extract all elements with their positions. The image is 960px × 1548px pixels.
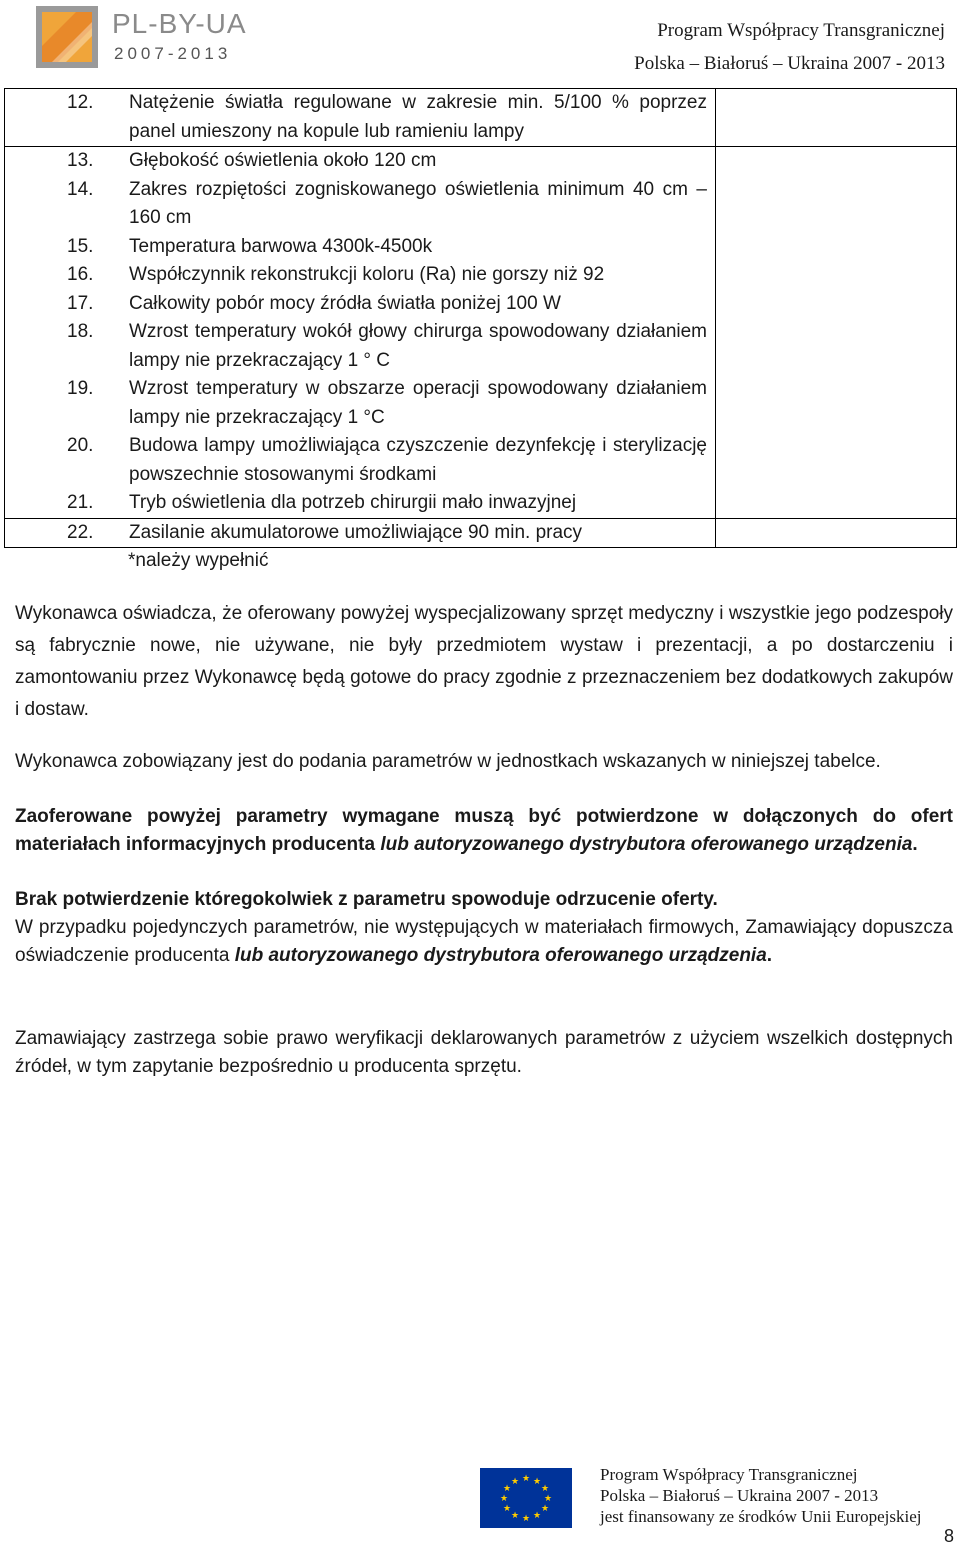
spec-text: Tryb oświetlenia dla potrzeb chirurgii mało inwazyjnej bbox=[129, 492, 577, 513]
logo-years: 2007-2013 bbox=[114, 44, 232, 63]
paragraph-units: Wykonawca zobowiązany jest do podania parametrów w jednostkach wskazanych w niniejszej tabelce. bbox=[15, 751, 881, 772]
spec-value-cell[interactable] bbox=[716, 518, 957, 548]
svg-text:★: ★ bbox=[499, 1494, 509, 1504]
spec-num: 12. bbox=[67, 92, 94, 113]
spec-row bbox=[5, 375, 715, 432]
program-line-2: Polska – Białoruś – Ukraina 2007 - 2013 bbox=[634, 53, 945, 74]
spec-num: 14. bbox=[67, 178, 94, 200]
svg-text:★: ★ bbox=[502, 1484, 512, 1494]
spec-row bbox=[5, 290, 715, 319]
svg-text:★: ★ bbox=[532, 1477, 542, 1487]
logo-mark-icon bbox=[36, 6, 98, 68]
spec-row bbox=[5, 89, 715, 146]
svg-text:★: ★ bbox=[510, 1511, 520, 1521]
program-line-1: Program Współpracy Transgranicznej bbox=[657, 20, 945, 41]
confirmation-italic: lub autoryzowanego dystrybutora oferowanego urządzenia bbox=[380, 834, 913, 855]
spec-row bbox=[5, 519, 715, 548]
statement-text: W przypadku pojedynczych parametrów, nie występujących w materiałach firmowych, Zamawiający dopuszcza oświadczenie producenta bbox=[15, 917, 953, 966]
spec-text: Budowa lampy umożliwiająca czyszczenie dezynfekcję i sterylizację powszechnie stosowanymi środkami bbox=[129, 435, 707, 485]
paragraph-declaration: Wykonawca oświadcza, że oferowany powyżej wyspecjalizowany sprzęt medyczny i wszystkie jego podzespoły są fabrycznie nowe, nie używane, nie były przedmiotem wystaw i prezentacji, a po dostarczeniu i zamontowaniu przez Wykonawcę będą gotowe do pracy zgodnie z przeznaczeniem bez dodatkowych zakupów i dostaw. bbox=[15, 603, 953, 720]
spec-num: 17. bbox=[67, 292, 94, 314]
spec-num: 18. bbox=[67, 321, 94, 342]
spec-row bbox=[5, 233, 715, 262]
svg-text:★: ★ bbox=[540, 1484, 550, 1494]
spec-text: Temperatura barwowa 4300k-4500k bbox=[129, 235, 433, 257]
confirmation-end: . bbox=[912, 834, 918, 855]
spec-text: Współczynnik rekonstrukcji koloru (Ra) nie gorszy niż 92 bbox=[129, 264, 605, 285]
svg-text:★: ★ bbox=[532, 1511, 542, 1521]
svg-text:★: ★ bbox=[510, 1477, 520, 1487]
spec-text: Wzrost temperatury w obszarze operacji spowodowany działaniem lampy nie przekraczający 1 °C bbox=[129, 378, 707, 428]
paragraph-verification: Zamawiający zastrzega sobie prawo weryfikacji deklarowanych parametrów z użyciem wszelkich dostępnych źródeł, w tym zapytanie bezpośrednio u producenta sprzętu. bbox=[15, 1028, 953, 1077]
spec-row bbox=[5, 432, 715, 489]
paragraph-rejection: Brak potwierdzenie któregokolwiek z parametru spowoduje odrzucenie oferty. bbox=[15, 889, 718, 910]
spec-num: 16. bbox=[67, 264, 94, 285]
spec-num: 21. bbox=[67, 492, 94, 513]
spec-row bbox=[5, 176, 715, 233]
footer-line-1: Program Współpracy Transgranicznej bbox=[600, 1465, 858, 1484]
spec-table bbox=[4, 88, 957, 548]
spec-value-cell[interactable] bbox=[716, 147, 957, 519]
spec-list-cell bbox=[5, 147, 716, 519]
program-logo bbox=[36, 6, 266, 70]
spec-row bbox=[5, 318, 715, 375]
eu-flag-icon bbox=[480, 1468, 572, 1528]
spec-num: 22. bbox=[67, 521, 94, 543]
spec-row bbox=[5, 489, 715, 518]
paragraph-statement bbox=[15, 914, 953, 970]
spec-num: 20. bbox=[67, 435, 94, 456]
spec-list-cell bbox=[5, 518, 716, 548]
program-header bbox=[634, 14, 945, 80]
footer-line-3: jest finansowany ze środków Unii Europejskiej bbox=[600, 1507, 922, 1526]
spec-num: 19. bbox=[67, 378, 94, 399]
footer-line-2: Polska – Białoruś – Ukraina 2007 - 2013 bbox=[600, 1486, 879, 1505]
spec-text: Zakres rozpiętości zogniskowanego oświetlenia minimum 40 cm – 160 cm bbox=[129, 178, 707, 228]
logo-title: PL-BY-UA bbox=[112, 8, 247, 39]
spec-num: 15. bbox=[67, 235, 94, 257]
spec-text: Głębokość oświetlenia około 120 cm bbox=[129, 150, 437, 171]
confirmation-text: Zaoferowane powyżej parametry wymagane muszą być potwierdzone w dołączonych do ofert materiałach informacyjnych producenta bbox=[15, 806, 953, 855]
fill-note: *należy wypełnić bbox=[128, 550, 269, 571]
svg-text:★: ★ bbox=[521, 1474, 531, 1484]
statement-italic: lub autoryzowanego dystrybutora oferowanego urządzenia bbox=[234, 945, 767, 966]
spec-value-cell[interactable] bbox=[716, 89, 957, 147]
paragraph-confirmation bbox=[15, 803, 953, 859]
spec-text: Całkowity pobór mocy źródła światła poniżej 100 W bbox=[129, 292, 561, 314]
svg-text:★: ★ bbox=[543, 1494, 553, 1504]
footer-program bbox=[600, 1464, 922, 1527]
spec-text: Zasilanie akumulatorowe umożliwiające 90 min. pracy bbox=[129, 521, 583, 543]
svg-text:★: ★ bbox=[502, 1504, 512, 1514]
spec-num: 13. bbox=[67, 150, 94, 171]
spec-text: Wzrost temperatury wokół głowy chirurga spowodowany działaniem lampy nie przekraczający 1 ° C bbox=[129, 321, 707, 371]
svg-text:★: ★ bbox=[521, 1514, 531, 1524]
spec-row bbox=[5, 147, 715, 176]
spec-row bbox=[5, 261, 715, 290]
spec-list-cell bbox=[5, 89, 716, 147]
page-number: 8 bbox=[943, 1526, 954, 1546]
svg-text:★: ★ bbox=[540, 1504, 550, 1514]
statement-end: . bbox=[766, 945, 773, 966]
spec-text: Natężenie światła regulowane w zakresie min. 5/100 % poprzez panel umieszony na kopule lub ramieniu lampy bbox=[129, 92, 707, 142]
